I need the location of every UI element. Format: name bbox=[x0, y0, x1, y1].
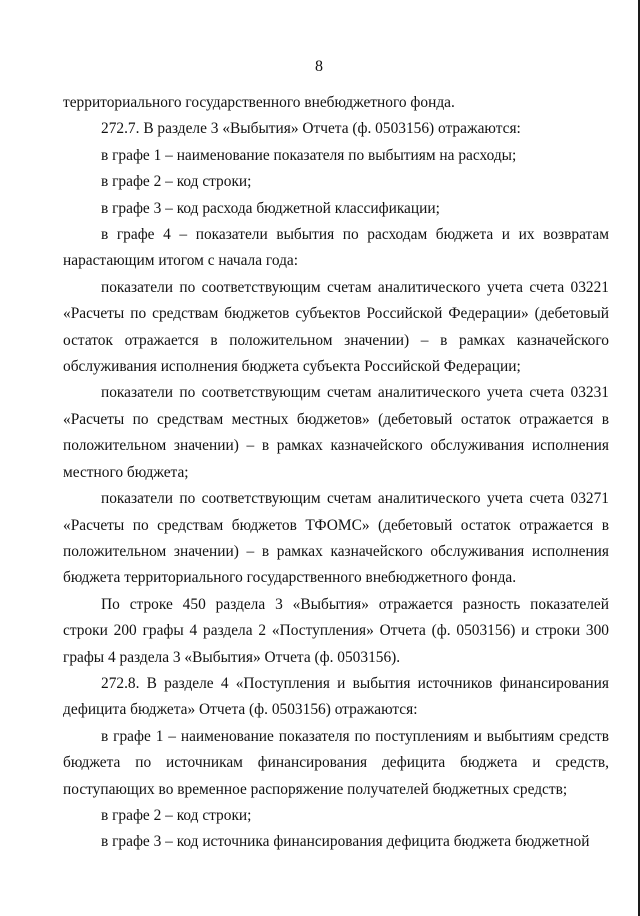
document-body bbox=[63, 90, 609, 856]
paragraph: 272.8. В разделе 4 «Поступления и выбытия источников финансирования дефицита бюджета» Отчета (ф. 0503156) отражаются: bbox=[63, 674, 609, 719]
paragraph: в графе 2 – код строки; bbox=[101, 806, 252, 824]
paragraph: в графе 3 – код расхода бюджетной классификации; bbox=[101, 199, 440, 217]
paragraph: По строке 450 раздела 3 «Выбытия» отражается разность показателей строки 200 графы 4 раздела 2 «Поступления» Отчета (ф. 0503156) и строки 300 графы 4 раздела 3 «Выбытия» Отчета (ф. 0503156). bbox=[63, 595, 609, 666]
paragraph: в графе 1 – наименование показателя по поступлениям и выбытиям средств бюджета по источникам финансирования дефицита бюджета и средств, поступающих во временное распоряжение получателей бюджетных средств; bbox=[63, 727, 609, 798]
paragraph: территориального государственного внебюджетного фонда. bbox=[63, 94, 455, 111]
paragraph: в графе 4 – показатели выбытия по расходам бюджета и их возвратам нарастающим итогом с начала года: bbox=[63, 226, 609, 270]
paragraph: в графе 2 – код строки; bbox=[101, 173, 252, 191]
page-number: 8 bbox=[315, 58, 323, 75]
paragraph: в графе 3 – код источника финансирования дефицита бюджета бюджетной bbox=[101, 833, 590, 851]
paragraph: в графе 1 – наименование показателя по выбытиям на расходы; bbox=[101, 146, 517, 164]
paragraph: показатели по соответствующим счетам аналитического учета счета 03221 «Расчеты по средствам бюджетов субъектов Российской Федерации» (дебетовый остаток отражается в положительном значении) – в рамках казначейского обслуживания исполнения бюджета субъекта Российской Федерации; bbox=[63, 278, 609, 376]
paragraph: показатели по соответствующим счетам аналитического учета счета 03271 «Расчеты по средствам бюджетов ТФОМС» (дебетовый остаток отражается в положительном значении) – в рамках казначейского обслуживания исполнения бюджета территориального государственного внебюджетного фонда. bbox=[63, 490, 609, 587]
paragraph: 272.7. В разделе 3 «Выбытия» Отчета (ф. 0503156) отражаются: bbox=[101, 120, 521, 138]
paragraph: показатели по соответствующим счетам аналитического учета счета 03231 «Расчеты по средствам местных бюджетов» (дебетовый остаток отражается в положительном значении) – в рамках казначейского обслуживания исполнения местного бюджета; bbox=[63, 384, 609, 481]
